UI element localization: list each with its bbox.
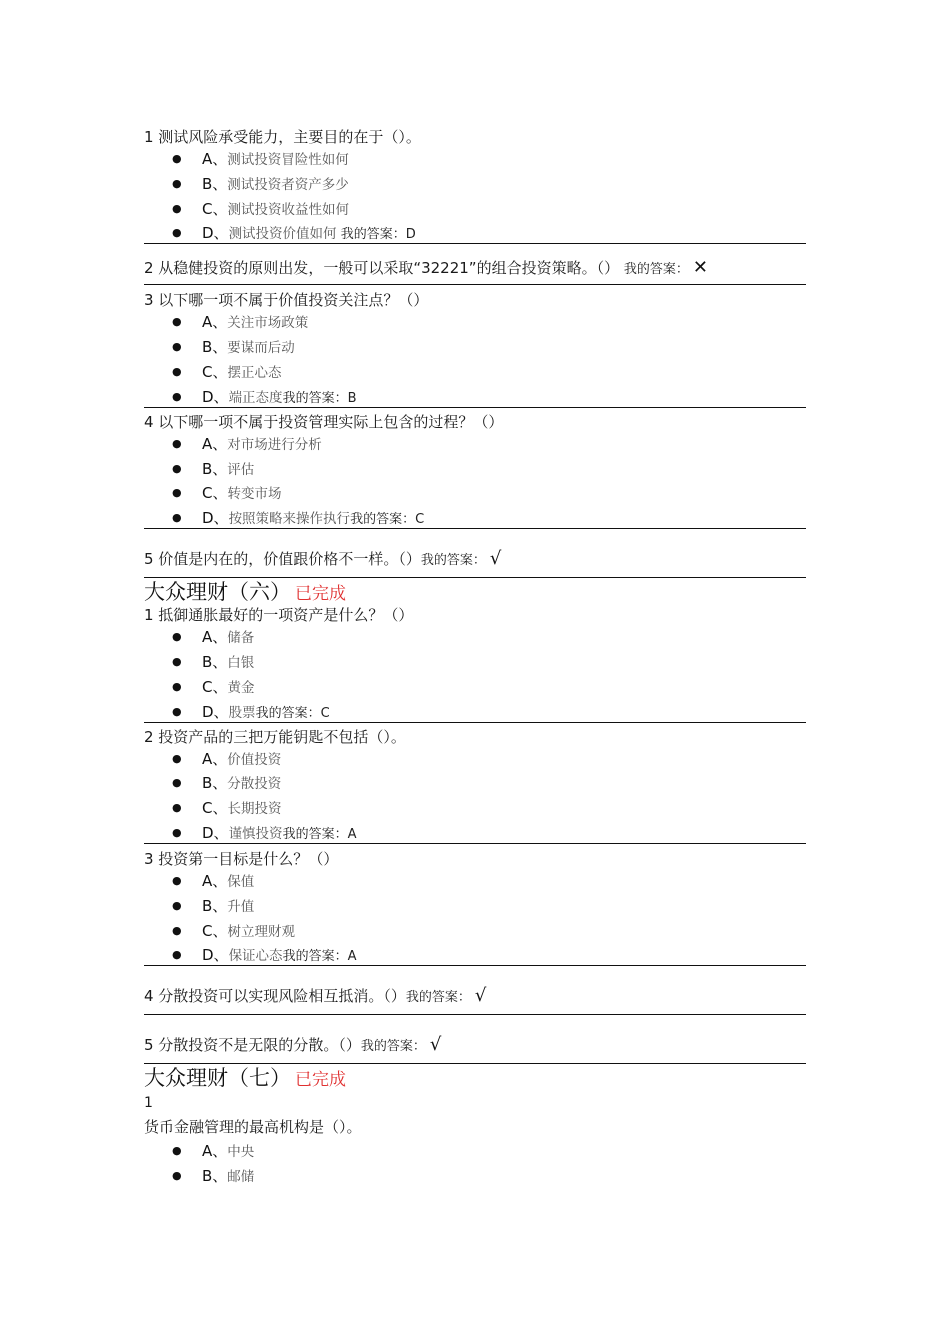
bullet-icon: ● (172, 873, 182, 887)
my-answer: 我的答案：C (255, 705, 330, 721)
option-text: 邮储 (227, 1169, 255, 1186)
document-body (144, 127, 806, 1189)
option-text: 中央 (227, 1144, 255, 1161)
bullet-icon: ● (172, 176, 182, 190)
option-letter: C、 (202, 484, 228, 503)
option-d (144, 823, 806, 843)
check-icon: √ (429, 1034, 442, 1056)
question-text: 货币金融管理的最高机构是（）。 (144, 1118, 362, 1137)
option-b (144, 771, 806, 796)
option-text: 保值 (227, 873, 255, 890)
bullet-icon: ● (172, 704, 182, 718)
option-letter: A、 (202, 871, 228, 890)
bullet-icon: ● (172, 201, 182, 215)
question-text (144, 258, 806, 278)
option-letter: B、 (202, 1167, 228, 1186)
section-title-text: 大众理财（七） (144, 1066, 291, 1091)
question-1-4 (144, 408, 806, 529)
option-text: 谨慎投资 (228, 825, 283, 842)
option-text: 转变市场 (227, 486, 282, 503)
option-letter: A、 (202, 150, 228, 168)
question-text: 1 测试风险承受能力，主要目的在于（）。 (144, 128, 421, 146)
option-c (144, 197, 806, 222)
option-b (144, 894, 806, 919)
option-letter: A、 (202, 628, 228, 647)
option-letter: A、 (202, 1142, 228, 1161)
bullet-icon: ● (172, 898, 182, 912)
option-d (144, 223, 806, 243)
bullet-icon: ● (172, 389, 182, 403)
question-6-2 (144, 723, 806, 844)
option-a (144, 1139, 806, 1164)
option-b (144, 650, 806, 675)
question-text-content: 5 分散投资不是无限的分散。（） (144, 1036, 361, 1055)
option-letter: C、 (202, 199, 228, 218)
check-icon: √ (474, 985, 487, 1007)
question-text (144, 1035, 806, 1055)
option-text: 测试投资价值如何 (228, 226, 337, 243)
option-text: 树立理财观 (227, 923, 295, 940)
bullet-icon: ● (172, 1169, 182, 1183)
option-letter: B、 (202, 459, 228, 478)
option-d (144, 702, 806, 722)
my-answer: 我的答案：A (282, 949, 357, 965)
my-answer: 我的答案： (405, 990, 471, 1006)
option-d (144, 508, 806, 528)
option-list (144, 432, 806, 528)
my-answer: 我的答案： (623, 262, 689, 278)
bullet-icon: ● (172, 679, 182, 693)
question-text-content: 5 价值是内在的，价值跟价格不一样。（） (144, 550, 421, 569)
option-letter: D、 (202, 224, 229, 243)
option-letter: D、 (202, 387, 229, 406)
option-a (144, 625, 806, 650)
bullet-icon: ● (172, 801, 182, 815)
option-text: 端正态度 (228, 389, 283, 406)
option-letter: D、 (202, 946, 229, 965)
option-text: 评估 (227, 461, 255, 478)
bullet-icon: ● (172, 436, 182, 450)
option-a (144, 747, 806, 772)
option-a (144, 147, 806, 172)
option-text: 摆正心态 (227, 364, 282, 381)
option-b (144, 457, 806, 482)
option-c (144, 675, 806, 700)
bullet-icon: ● (172, 1144, 182, 1158)
section-title-text: 大众理财（六） (144, 580, 291, 605)
option-letter: C、 (202, 677, 228, 696)
option-d (144, 387, 806, 407)
option-a (144, 869, 806, 894)
option-a (144, 432, 806, 457)
option-c (144, 919, 806, 944)
option-text: 升值 (227, 898, 255, 915)
option-text: 价值投资 (227, 751, 282, 768)
option-letter: B、 (202, 652, 228, 671)
check-icon: √ (489, 548, 502, 570)
question-text: 2 投资产品的三把万能钥匙不包括（）。 (144, 727, 406, 746)
option-b (144, 335, 806, 360)
question-text-content: 2 从稳健投资的原则出发，一般可以采取“32221”的组合投资策略。（） (144, 259, 620, 278)
question-text: 3 投资第一目标是什么？（） (144, 849, 339, 868)
option-letter: B、 (202, 774, 228, 793)
option-text: 保证心态 (228, 948, 283, 965)
option-c (144, 360, 806, 385)
bullet-icon: ● (172, 825, 182, 839)
question-7-1 (144, 1091, 806, 1189)
question-1-3 (144, 285, 806, 407)
question-text-content: 4 分散投资可以实现风险相互抵消。（） (144, 987, 406, 1006)
my-answer: 我的答案：C (350, 512, 425, 528)
option-text: 长期投资 (227, 801, 282, 818)
bullet-icon: ● (172, 776, 182, 790)
option-list (144, 747, 806, 843)
option-list (144, 625, 806, 721)
bullet-icon: ● (172, 364, 182, 378)
status-badge: 已完成 (295, 1070, 346, 1091)
question-6-4 (144, 966, 806, 1015)
bullet-icon: ● (172, 923, 182, 937)
question-number: 1 (144, 1095, 153, 1112)
option-letter: C、 (202, 799, 228, 818)
my-answer: 我的答案：A (282, 826, 357, 842)
option-text: 黄金 (227, 679, 255, 696)
option-letter: D、 (202, 823, 229, 842)
option-text: 要谋而后动 (227, 340, 295, 357)
status-badge: 已完成 (295, 584, 346, 605)
option-letter: D、 (202, 509, 229, 528)
option-letter: B、 (202, 174, 228, 193)
question-6-3 (144, 844, 806, 966)
option-letter: B、 (202, 896, 228, 915)
my-answer: 我的答案： (420, 553, 486, 569)
question-1-1 (144, 127, 806, 244)
option-letter: D、 (202, 702, 229, 721)
option-text: 股票 (228, 704, 256, 721)
cross-icon: ✕ (692, 257, 708, 279)
my-answer: 我的答案： (360, 1039, 426, 1055)
bullet-icon: ● (172, 315, 182, 329)
option-text: 储备 (227, 630, 255, 647)
bullet-icon: ● (172, 751, 182, 765)
section-title (144, 1065, 806, 1091)
option-b (144, 1164, 806, 1189)
option-text: 白银 (227, 654, 255, 671)
option-letter: C、 (202, 921, 228, 940)
option-list (144, 1139, 806, 1189)
question-6-1 (144, 605, 806, 722)
option-text: 关注市场政策 (227, 315, 309, 332)
option-list (144, 147, 806, 243)
question-text (144, 549, 806, 569)
bullet-icon: ● (172, 461, 182, 475)
bullet-icon: ● (172, 511, 182, 525)
bullet-icon: ● (172, 226, 182, 240)
question-text: 1 抵御通胀最好的一项资产是什么？（） (144, 606, 414, 625)
option-letter: A、 (202, 434, 228, 453)
bullet-icon: ● (172, 152, 182, 165)
my-answer: 我的答案：D (336, 227, 416, 243)
option-text: 测试投资收益性如何 (227, 201, 349, 218)
option-text: 测试投资冒险性如何 (227, 152, 349, 168)
option-text: 对市场进行分析 (227, 436, 322, 453)
my-answer: 我的答案：B (282, 390, 357, 406)
bullet-icon: ● (172, 630, 182, 644)
option-list (144, 310, 806, 406)
question-6-5 (144, 1015, 806, 1064)
option-c (144, 796, 806, 821)
option-letter: B、 (202, 338, 228, 357)
section-title (144, 579, 806, 605)
bullet-icon: ● (172, 486, 182, 500)
option-list (144, 869, 806, 965)
option-letter: A、 (202, 313, 228, 332)
bullet-icon: ● (172, 948, 182, 962)
question-text: 4 以下哪一项不属于投资管理实际上包含的过程？（） (144, 412, 504, 431)
question-1-2 (144, 244, 806, 285)
option-text: 按照策略来操作执行 (228, 511, 351, 528)
option-letter: A、 (202, 749, 228, 768)
bullet-icon: ● (172, 654, 182, 668)
option-c (144, 481, 806, 506)
question-1-5 (144, 529, 806, 578)
option-letter: C、 (202, 362, 228, 381)
question-text: 3 以下哪一项不属于价值投资关注点？（） (144, 291, 429, 310)
option-b (144, 172, 806, 197)
option-text: 分散投资 (227, 776, 282, 793)
option-a (144, 310, 806, 335)
option-text: 测试投资者资产多少 (227, 176, 349, 193)
option-d (144, 945, 806, 965)
question-text (144, 986, 806, 1006)
bullet-icon: ● (172, 340, 182, 354)
